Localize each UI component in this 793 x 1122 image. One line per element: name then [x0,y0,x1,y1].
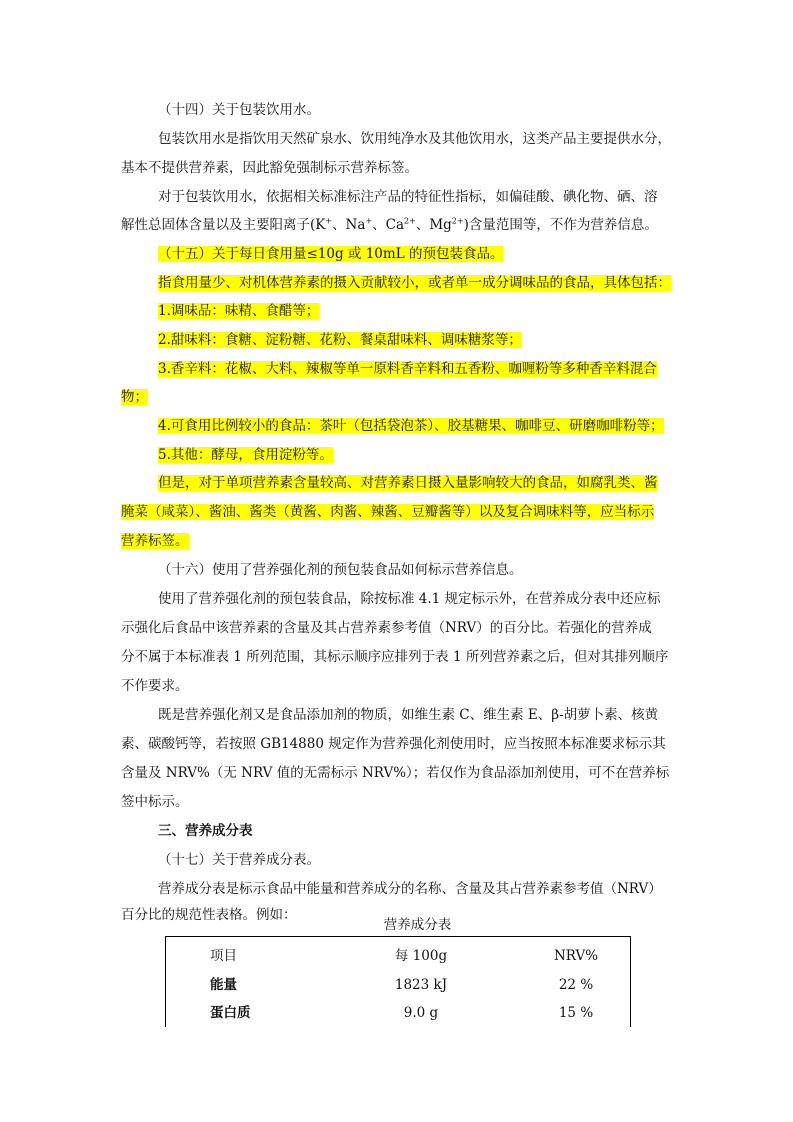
highlighted-text: 5.其他：酵母，食用淀粉等。 [158,447,333,463]
table-caption: 营养成分表 [383,917,452,933]
paragraph-line: 含量及 NRV%（无 NRV 值的无需标示 NRV%）；若仅作为食品添加剂使用，可不在营养标 [121,765,670,781]
highlighted-text: 营养标签。 [121,533,189,549]
table-header-row [166,942,630,970]
table-cell-item: 能量 [210,977,237,993]
list-item [158,300,677,322]
superscript: 2+ [451,216,464,226]
table-cell-nrv: 15 % [558,1005,594,1021]
highlighted-text: 4.可食用比例较小的食品：茶叶（包括袋泡茶）、胶基糖果、咖啡豆、研磨咖啡粉等； [158,418,664,434]
ion-text: 、Mg [415,217,452,233]
highlighted-text: 1.调味品：味精、食醋等； [158,303,320,319]
ion-text: 解性总固体含量以及主要阳离子(K [121,217,326,233]
list-item [158,415,677,437]
list-item [158,358,677,380]
highlighted-text: 物； [121,389,148,405]
paragraph-line [158,272,677,294]
superscript: 2+ [404,216,416,226]
paragraph-line: 使用了营养强化剂的预包装食品，除按标准 4.1 规定标示外，在营养成分表中还应标 [158,591,661,607]
paragraph-line: 不作要求。 [121,678,189,694]
list-item [158,329,677,351]
paragraph-line [158,472,677,494]
table-header-cell: 每 100g [394,948,448,964]
highlighted-text: 3.香辛料：花椒、大料、辣椒等单一原料香辛料和五香粉、咖喱粉等多种香辛料混合 [158,361,657,377]
paragraph-line: 素、碳酸钙等，若按照 GB14880 规定作为营养强化剂使用时，应当按照本标准要求标示其 [121,736,666,752]
paragraph-line: 签中标示。 [121,794,189,810]
paragraph-line-ions [121,214,677,236]
section-14-heading: （十四）关于包装饮用水。 [158,102,320,118]
table-cell-item: 蛋白质 [210,1005,251,1021]
list-item [158,444,677,466]
highlighted-text: 指食用量少、对机体营养素的摄入贡献较小，或者单一成分调味品的食品，具体包括： [158,275,671,291]
list-item-continuation [121,386,677,408]
paragraph-line: 包装饮用水是指饮用天然矿泉水、饮用纯净水及其他饮用水，这类产品主要提供水分， [158,131,671,147]
table-row [166,999,630,1027]
superscript: + [325,216,333,226]
paragraph-line: 既是营养强化剂又是食品添加剂的物质，如维生素 C、维生素 E、β-胡萝卜素、核黄 [158,707,659,723]
table-cell-value: 1823 kJ [394,977,448,993]
paragraph-line: 基本不提供营养素，因此豁免强制标示营养标签。 [121,160,418,176]
highlighted-text: 腌菜（咸菜）、酱油、酱类（黄酱、肉酱、辣酱、豆瓣酱等）以及复合调味料等，应当标示 [121,504,655,520]
ion-text: 、Ca [372,217,405,233]
paragraph-line [121,530,677,552]
paragraph-line: 营养成分表是标示食品中能量和营养成分的名称、含量及其占营养素参考值（NRV） [158,881,662,897]
table-header-cell: NRV% [553,948,599,964]
ion-text: 、Na [332,217,366,233]
paragraph-line: 分不属于本标准表 1 所列范围，其标示顺序应排列于表 1 所列营养素之后，但对其排列顺序 [121,649,669,665]
highlighted-text: （十五）关于每日食用量≤10g 或 10mL 的预包装食品。 [158,246,504,262]
table-row [166,971,630,999]
highlighted-text: 2.甜味料：食糖、淀粉糖、花粉、餐桌甜味料、调味糖浆等； [158,332,522,348]
nutrition-table [165,936,631,1027]
ion-text: )含量范围等，不作为营养信息。 [463,217,658,233]
highlighted-text: 但是，对于单项营养素含量较高、对营养素日摄入量影响较大的食品，如腐乳类、酱 [158,475,658,491]
table-cell-nrv: 22 % [558,977,594,993]
section-16-heading: （十六）使用了营养强化剂的预包装食品如何标示营养信息。 [158,562,523,578]
table-cell-value: 9.0 g [403,1005,439,1021]
superscript: + [365,216,373,226]
table-header-cell: 项目 [210,948,237,964]
section-17-heading: （十七）关于营养成分表。 [158,852,320,868]
part-3-heading: 三、营养成分表 [158,823,253,839]
paragraph-line: 百分比的规范性表格。例如： [121,907,297,923]
paragraph-line: 示强化后食品中该营养素的含量及其占营养素参考值（NRV）的百分比。若强化的营养成 [121,620,652,636]
paragraph-line: 对于包装饮用水，依据相关标准标注产品的特征性指标，如偏硅酸、碘化物、硒、溶 [158,189,658,205]
section-15-heading [158,243,677,265]
paragraph-line [121,501,677,523]
